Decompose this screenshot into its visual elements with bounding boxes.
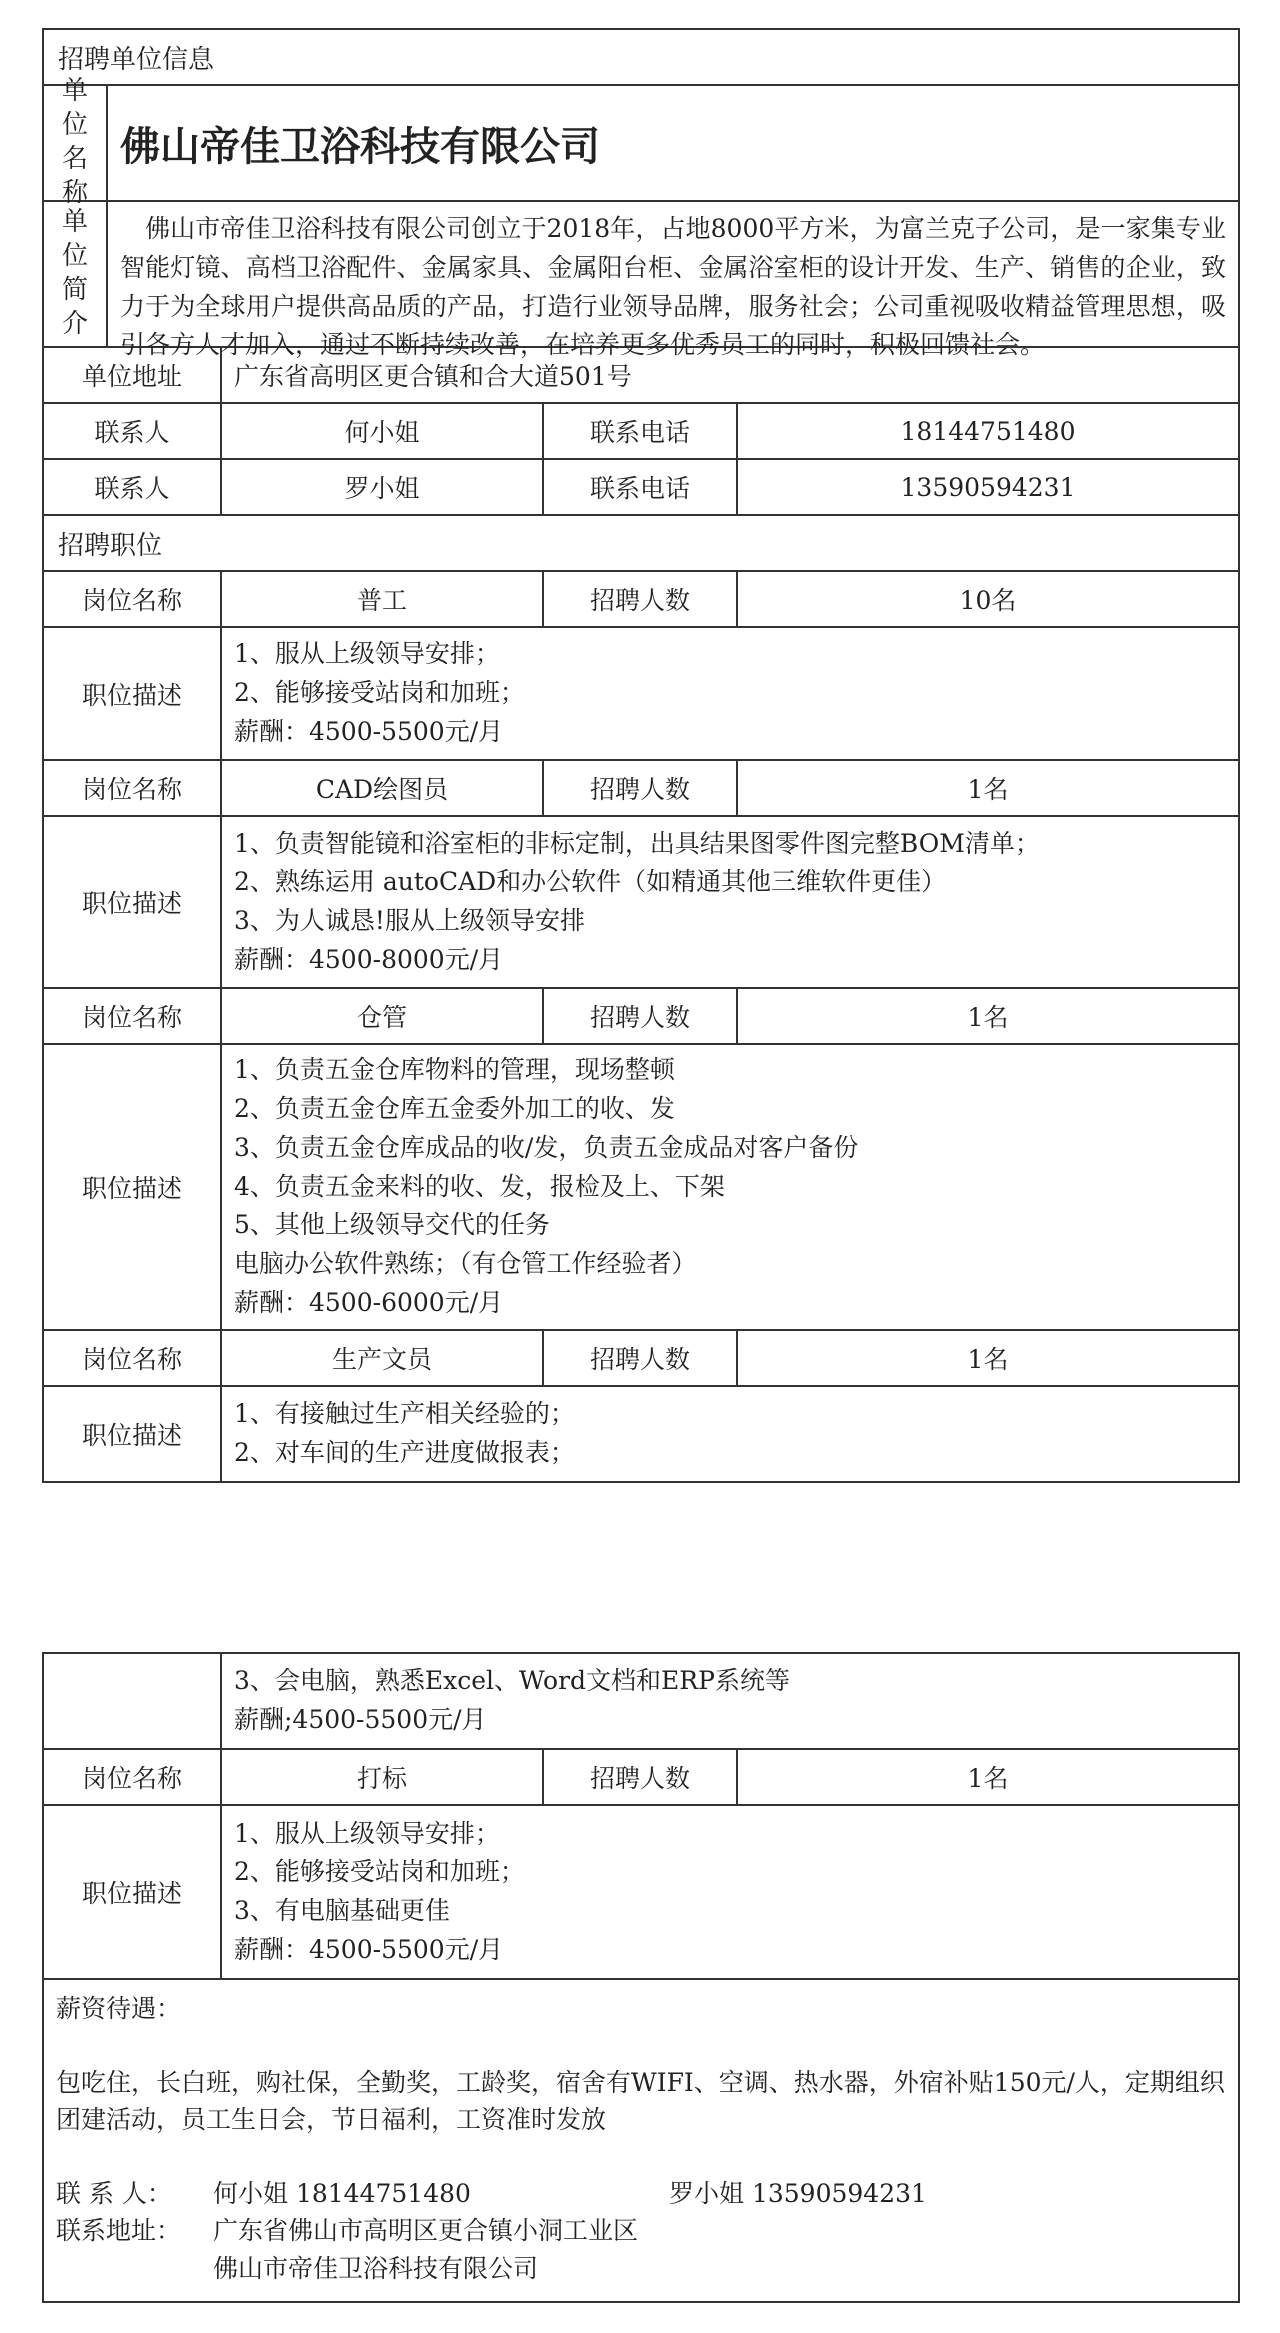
- post-label: 岗位名称: [44, 1331, 222, 1385]
- count-label: 招聘人数: [544, 1750, 738, 1804]
- company-name: 佛山帝佳卫浴科技有限公司: [120, 123, 600, 170]
- empty-label-cell: [44, 1654, 222, 1748]
- job-desc-continued: 3、会电脑，熟悉Excel、Word文档和ERP系统等 薪酬;4500-5500元/月: [234, 1666, 790, 1734]
- company-name-label: 单 位 名 称: [44, 86, 108, 200]
- job-header-row: [44, 572, 1238, 628]
- contact-label: 联 系 人：: [56, 2178, 172, 2208]
- count-label: 招聘人数: [544, 572, 738, 626]
- job-desc-continued-row: [44, 1654, 1238, 1750]
- benefits-block: [44, 1980, 1238, 2301]
- post-label: 岗位名称: [44, 989, 222, 1043]
- job-count: 1名: [967, 1345, 1009, 1374]
- address-value: 广东省高明区更合镇和合大道501号: [234, 362, 632, 391]
- address-line: [56, 2212, 1226, 2250]
- section-title: 招聘单位信息: [58, 44, 215, 75]
- job-desc-row: [44, 817, 1238, 989]
- job-desc: 1、负责智能镜和浴室柜的非标定制，出具结果图零件图完整BOM清单； 2、熟练运用 autoCAD和办公软件（如精通其他三维软件更佳） 3、为人诚恳!服从上级领导安排 薪酬：4500-8000元/月: [234, 828, 1040, 974]
- contact-name: 何小姐: [222, 404, 544, 458]
- desc-label: 职位描述: [44, 1806, 222, 1978]
- contact-2: 罗小姐 13590594231: [669, 2178, 927, 2208]
- job-header-row: [44, 1331, 1238, 1387]
- address-label: 联系地址：: [56, 2216, 182, 2245]
- job-title: 打标: [222, 1750, 544, 1804]
- job-title: 仓管: [222, 989, 544, 1043]
- recruitment-table-page2: [42, 1652, 1240, 2303]
- job-desc-row: [44, 1806, 1238, 1980]
- address-value: 广东省佛山市高明区更合镇小洞工业区: [213, 2216, 639, 2245]
- contact-label: 联系人: [44, 404, 222, 458]
- count-label: 招聘人数: [544, 1331, 738, 1385]
- desc-label: 职位描述: [44, 817, 222, 987]
- desc-label: 职位描述: [44, 1045, 222, 1329]
- contact-name: 罗小姐: [222, 460, 544, 514]
- phone-label: 联系电话: [544, 460, 738, 514]
- job-title: 普工: [222, 572, 544, 626]
- job-header-row: [44, 989, 1238, 1045]
- phone-value: 13590594231: [900, 472, 1076, 502]
- contact-label: 联系人: [44, 460, 222, 514]
- company-name-row: [44, 76, 1238, 208]
- section-header-company: [44, 30, 1238, 86]
- recruitment-table-page1: [42, 28, 1240, 1483]
- job-desc: 1、有接触过生产相关经验的； 2、对车间的生产进度做报表；: [234, 1399, 575, 1467]
- post-label: 岗位名称: [44, 1750, 222, 1804]
- job-header-row: [44, 761, 1238, 817]
- contact-row: [44, 460, 1238, 516]
- company-intro: 佛山市帝佳卫浴科技有限公司创立于2018年，占地8000平方米，为富兰克子公司，是一家集专业智能灯镜、高档卫浴配件、金属家具、金属阳台柜、金属浴室柜的设计开发、生产、销售的企业，致力于为全球用户提供高品质的产品，打造行业领导品牌，服务社会；公司重视吸收精益管理思想，吸引各方人才加入，通过不断持续改善，在培养更多优秀员工的同时，积极回馈社会。: [120, 214, 1226, 360]
- company-intro-row: [44, 202, 1238, 360]
- benefits-text: 包吃住，长白班，购社保，全勤奖，工龄奖，宿舍有WIFI、空调、热水器，外宿补贴150元/人，定期组织团建活动，员工生日会，节日福利，工资准时发放: [56, 2067, 1225, 2134]
- phone-label: 联系电话: [544, 404, 738, 458]
- count-label: 招聘人数: [544, 989, 738, 1043]
- job-desc-row: [44, 1387, 1238, 1481]
- job-desc: 1、服从上级领导安排； 2、能够接受站岗和加班； 薪酬：4500-5500元/月: [234, 639, 525, 746]
- section-header-jobs: [44, 516, 1238, 572]
- desc-label: 职位描述: [44, 628, 222, 759]
- job-title: CAD绘图员: [222, 761, 544, 815]
- benefits-heading: 薪资待遇：: [56, 1994, 182, 2023]
- job-desc-row: [44, 628, 1238, 761]
- job-count: 10名: [959, 586, 1017, 615]
- job-header-row: [44, 1750, 1238, 1806]
- section-title: 招聘职位: [58, 530, 163, 561]
- contact-line: [56, 2175, 1226, 2213]
- desc-label: 职位描述: [44, 1387, 222, 1481]
- post-label: 岗位名称: [44, 572, 222, 626]
- job-count: 1名: [967, 1003, 1009, 1032]
- count-label: 招聘人数: [544, 761, 738, 815]
- address-row: [44, 348, 1238, 404]
- company-intro-label: 单 位 简 介: [44, 202, 108, 346]
- address-label: 单位地址: [44, 348, 222, 402]
- post-label: 岗位名称: [44, 761, 222, 815]
- phone-value: 18144751480: [900, 416, 1076, 446]
- contact-1: 何小姐 18144751480: [213, 2178, 471, 2208]
- job-desc: 1、负责五金仓库物料的管理，现场整顿 2、负责五金仓库五金委外加工的收、发 3、负责五金仓库成品的收/发，负责五金成品对客户备份 4、负责五金来料的收、发，报检及上、下架 5、其他上级领导交代的任务 电脑办公软件熟练；（有仓管工作经验者） 薪酬：4500-6000元/月: [234, 1055, 859, 1317]
- company-signature: 佛山市帝佳卫浴科技有限公司: [213, 2253, 539, 2283]
- contact-row: [44, 404, 1238, 460]
- job-count: 1名: [967, 1764, 1009, 1793]
- benefits-row: [44, 1980, 1238, 2301]
- job-title: 生产文员: [222, 1331, 544, 1385]
- job-count: 1名: [967, 775, 1009, 804]
- job-desc-row: [44, 1045, 1238, 1331]
- job-desc: 1、服从上级领导安排； 2、能够接受站岗和加班； 3、有电脑基础更佳 薪酬：4500-5500元/月: [234, 1818, 525, 1964]
